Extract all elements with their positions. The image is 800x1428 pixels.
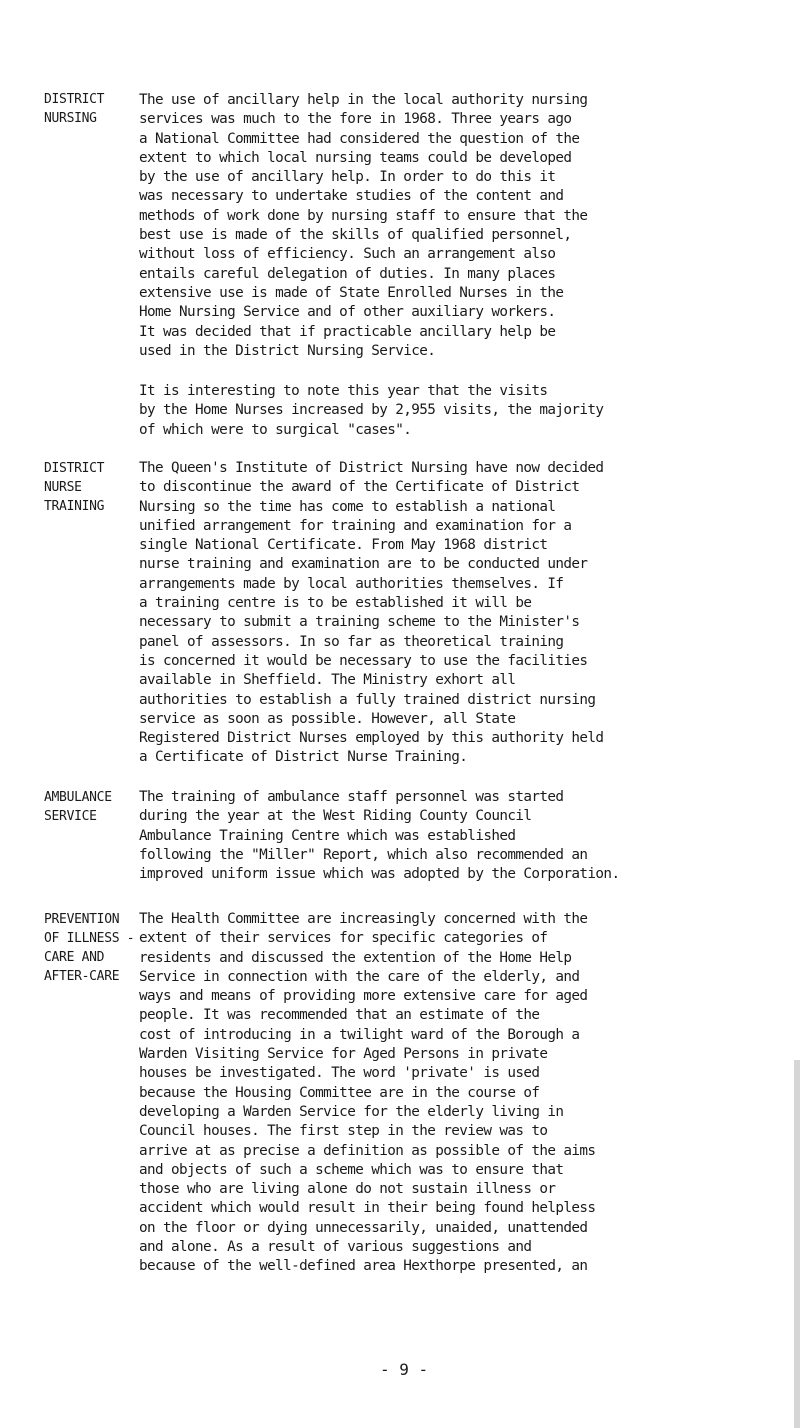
section-heading: AMBULANCE SERVICE [44,790,112,824]
section-heading: DISTRICT NURSE TRAINING [44,461,105,514]
section-heading: PREVENTION OF ILLNESS - CARE AND AFTER-CARE [44,912,135,984]
page-number: - 9 - [380,1360,429,1379]
paragraph: The training of ambulance staff personnel was started during the year at the West Riding County Council Ambulance Training Centre which was established following the "Miller" Report, which also recommended an improved uniform issue which was adopted by the Corporation. [139,789,620,883]
paragraph: The Queen's Institute of District Nursing have now decided to discontinue the award of the Certificate of District Nursing so the time has come to establish a national unified arrangement for training and examination for a single National Certificate. From May 1968 district nurse training and examination are to be conducted under arrangements made by local authorities themselves. If a training centre is to be established it will be necessary to submit a training scheme to the Minister's panel of assessors. In so far as theoretical training is concerned it would be necessary to use the facilities available in Sheffield. The Ministry exhort all authorities to establish a fully trained district nursing service as soon as possible. However, all State Registered District Nurses employed by this authority held a Certificate of District Nurse Training. [139,460,604,766]
paragraph: It is interesting to note this year that the visits by the Home Nurses increased by 2,955 visits, the majority of which were to surgical "cases". [139,383,604,438]
paragraph: The Health Committee are increasingly concerned with the extent of their services for specific categories of residents and discussed the extention of the Home Help Service in connection with the care of the elderly, and ways and means of providing more extensive care for aged people. It was recommended that an estimate of the cost of introducing in a twilight ward of the Borough a Warden Visiting Service for Aged Persons in private houses be investigated. The word 'private' is used because the Housing Committee are in the course of developing a Warden Service for the elderly living in Council houses. The first step in the review was to arrive at as precise a definition as possible of the aims and objects of such a scheme which was to ensure that those who are living alone do not sustain illness or accident which would result in their being found helpless on the floor or dying unnecessarily, unaided, unattended and alone. As a result of various suggestions and because of the well-defined area Hexthorpe presented, an [139,911,596,1275]
paragraph: The use of ancillary help in the local authority nursing services was much to the fore in 1968. Three years ago a National Committee had considered the question of the extent to which local nursing teams could be developed by the use of ancillary help. In order to do this it was necessary to undertake studies of the content and methods of work done by nursing staff to ensure that the best use is made of the skills of qualified personnel, without loss of efficiency. Such an arrangement also entails careful delegation of duties. In many places extensive use is made of State Enrolled Nurses in the Home Nursing Service and of other auxiliary workers. It was decided that if practicable ancillary help be used in the District Nursing Service. [139,92,588,359]
section-heading: DISTRICT NURSING [44,92,105,126]
scan-edge-shadow [794,1060,800,1428]
